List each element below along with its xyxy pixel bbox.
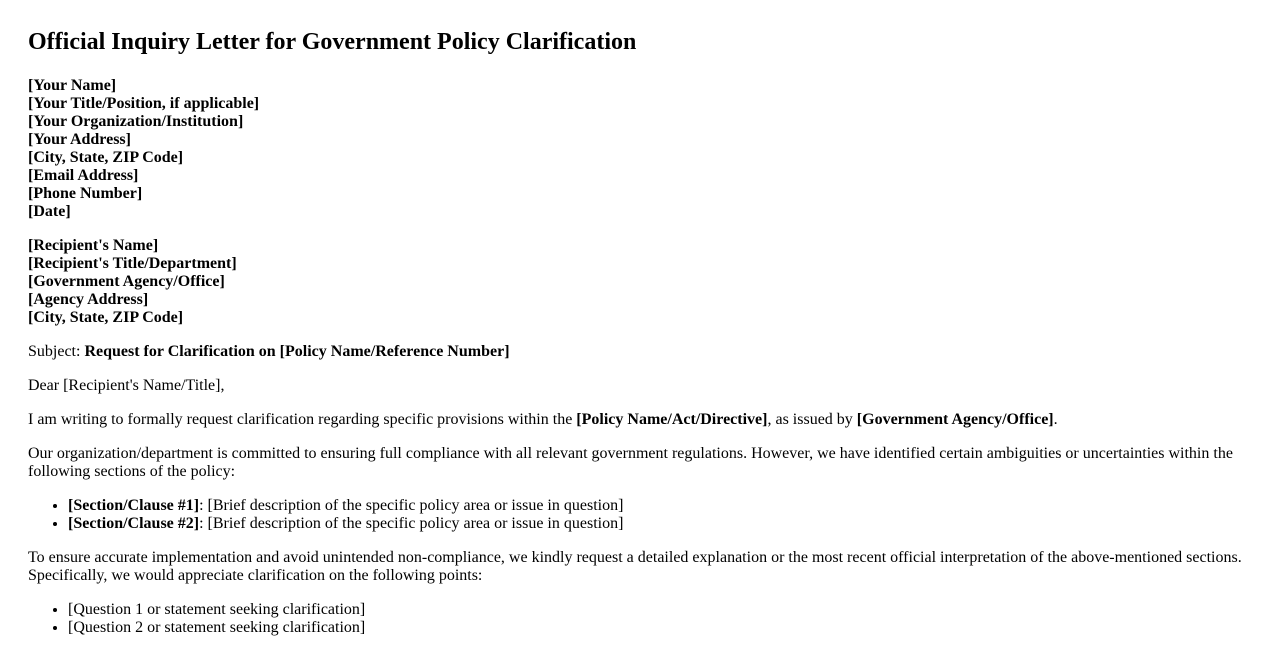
intro-suffix: . (1053, 411, 1058, 428)
list-item (68, 497, 1250, 515)
sender-organization: [Your Organization/Institution] (28, 113, 244, 130)
section-label: [Section/Clause #1] (68, 497, 200, 514)
intro-prefix: I am writing to formally request clarification regarding specific provisions within the (28, 411, 577, 428)
sender-title: [Your Title/Position, if applicable] (28, 95, 260, 112)
list-item: • [Question 1 or statement seeking clarification] (68, 601, 1250, 619)
page-title: Official Inquiry Letter for Government Policy Clarification (28, 29, 637, 55)
section-description: : [Brief description of the specific policy area or issue in question] (199, 497, 624, 514)
subject-line (28, 343, 1250, 361)
sections-list (28, 497, 1250, 533)
intro-agency-name: [Government Agency/Office] (856, 411, 1054, 428)
sender-email: [Email Address] (28, 167, 139, 184)
sender-name: [Your Name] (28, 77, 117, 94)
sender-phone: [Phone Number] (28, 185, 143, 202)
recipient-title: [Recipient's Title/Department] (28, 255, 237, 272)
recipient-address: [Agency Address] (28, 291, 149, 308)
list-item (68, 515, 1250, 533)
recipient-name: [Recipient's Name] (28, 237, 159, 254)
intro-policy-name: [Policy Name/Act/Directive] (576, 411, 768, 428)
questions-list (28, 601, 1250, 637)
letter-date: [Date] (28, 203, 71, 220)
list-item: • [Question 2 or statement seeking clarification] (68, 619, 1250, 637)
recipient-address-block (28, 237, 1250, 327)
salutation: Dear [Recipient's Name/Title], (28, 377, 225, 394)
sender-address-block (28, 77, 1250, 221)
sender-city-state-zip: [City, State, ZIP Code] (28, 149, 184, 166)
subject-text: Request for Clarification on [Policy Name/Reference Number] (84, 343, 510, 360)
intro-middle: , as issued by (767, 411, 857, 428)
section-description: : [Brief description of the specific policy area or issue in question] (199, 515, 624, 532)
recipient-city-state-zip: [City, State, ZIP Code] (28, 309, 184, 326)
section-label: [Section/Clause #2] (68, 515, 200, 532)
subject-label: Subject: (28, 343, 85, 360)
request-paragraph: To ensure accurate implementation and avoid unintended non-compliance, we kindly request a detailed explanation or the most recent official interpretation of the above-mentioned sections. Specifically, we would appreciate clarification on the following points: (28, 549, 1242, 584)
sender-address: [Your Address] (28, 131, 131, 148)
intro-paragraph (28, 411, 1250, 429)
recipient-agency: [Government Agency/Office] (28, 273, 225, 290)
compliance-paragraph: Our organization/department is committed to ensuring full compliance with all relevant government regulations. However, we have identified certain ambiguities or uncertainties within the following sections of the policy: (28, 445, 1233, 480)
